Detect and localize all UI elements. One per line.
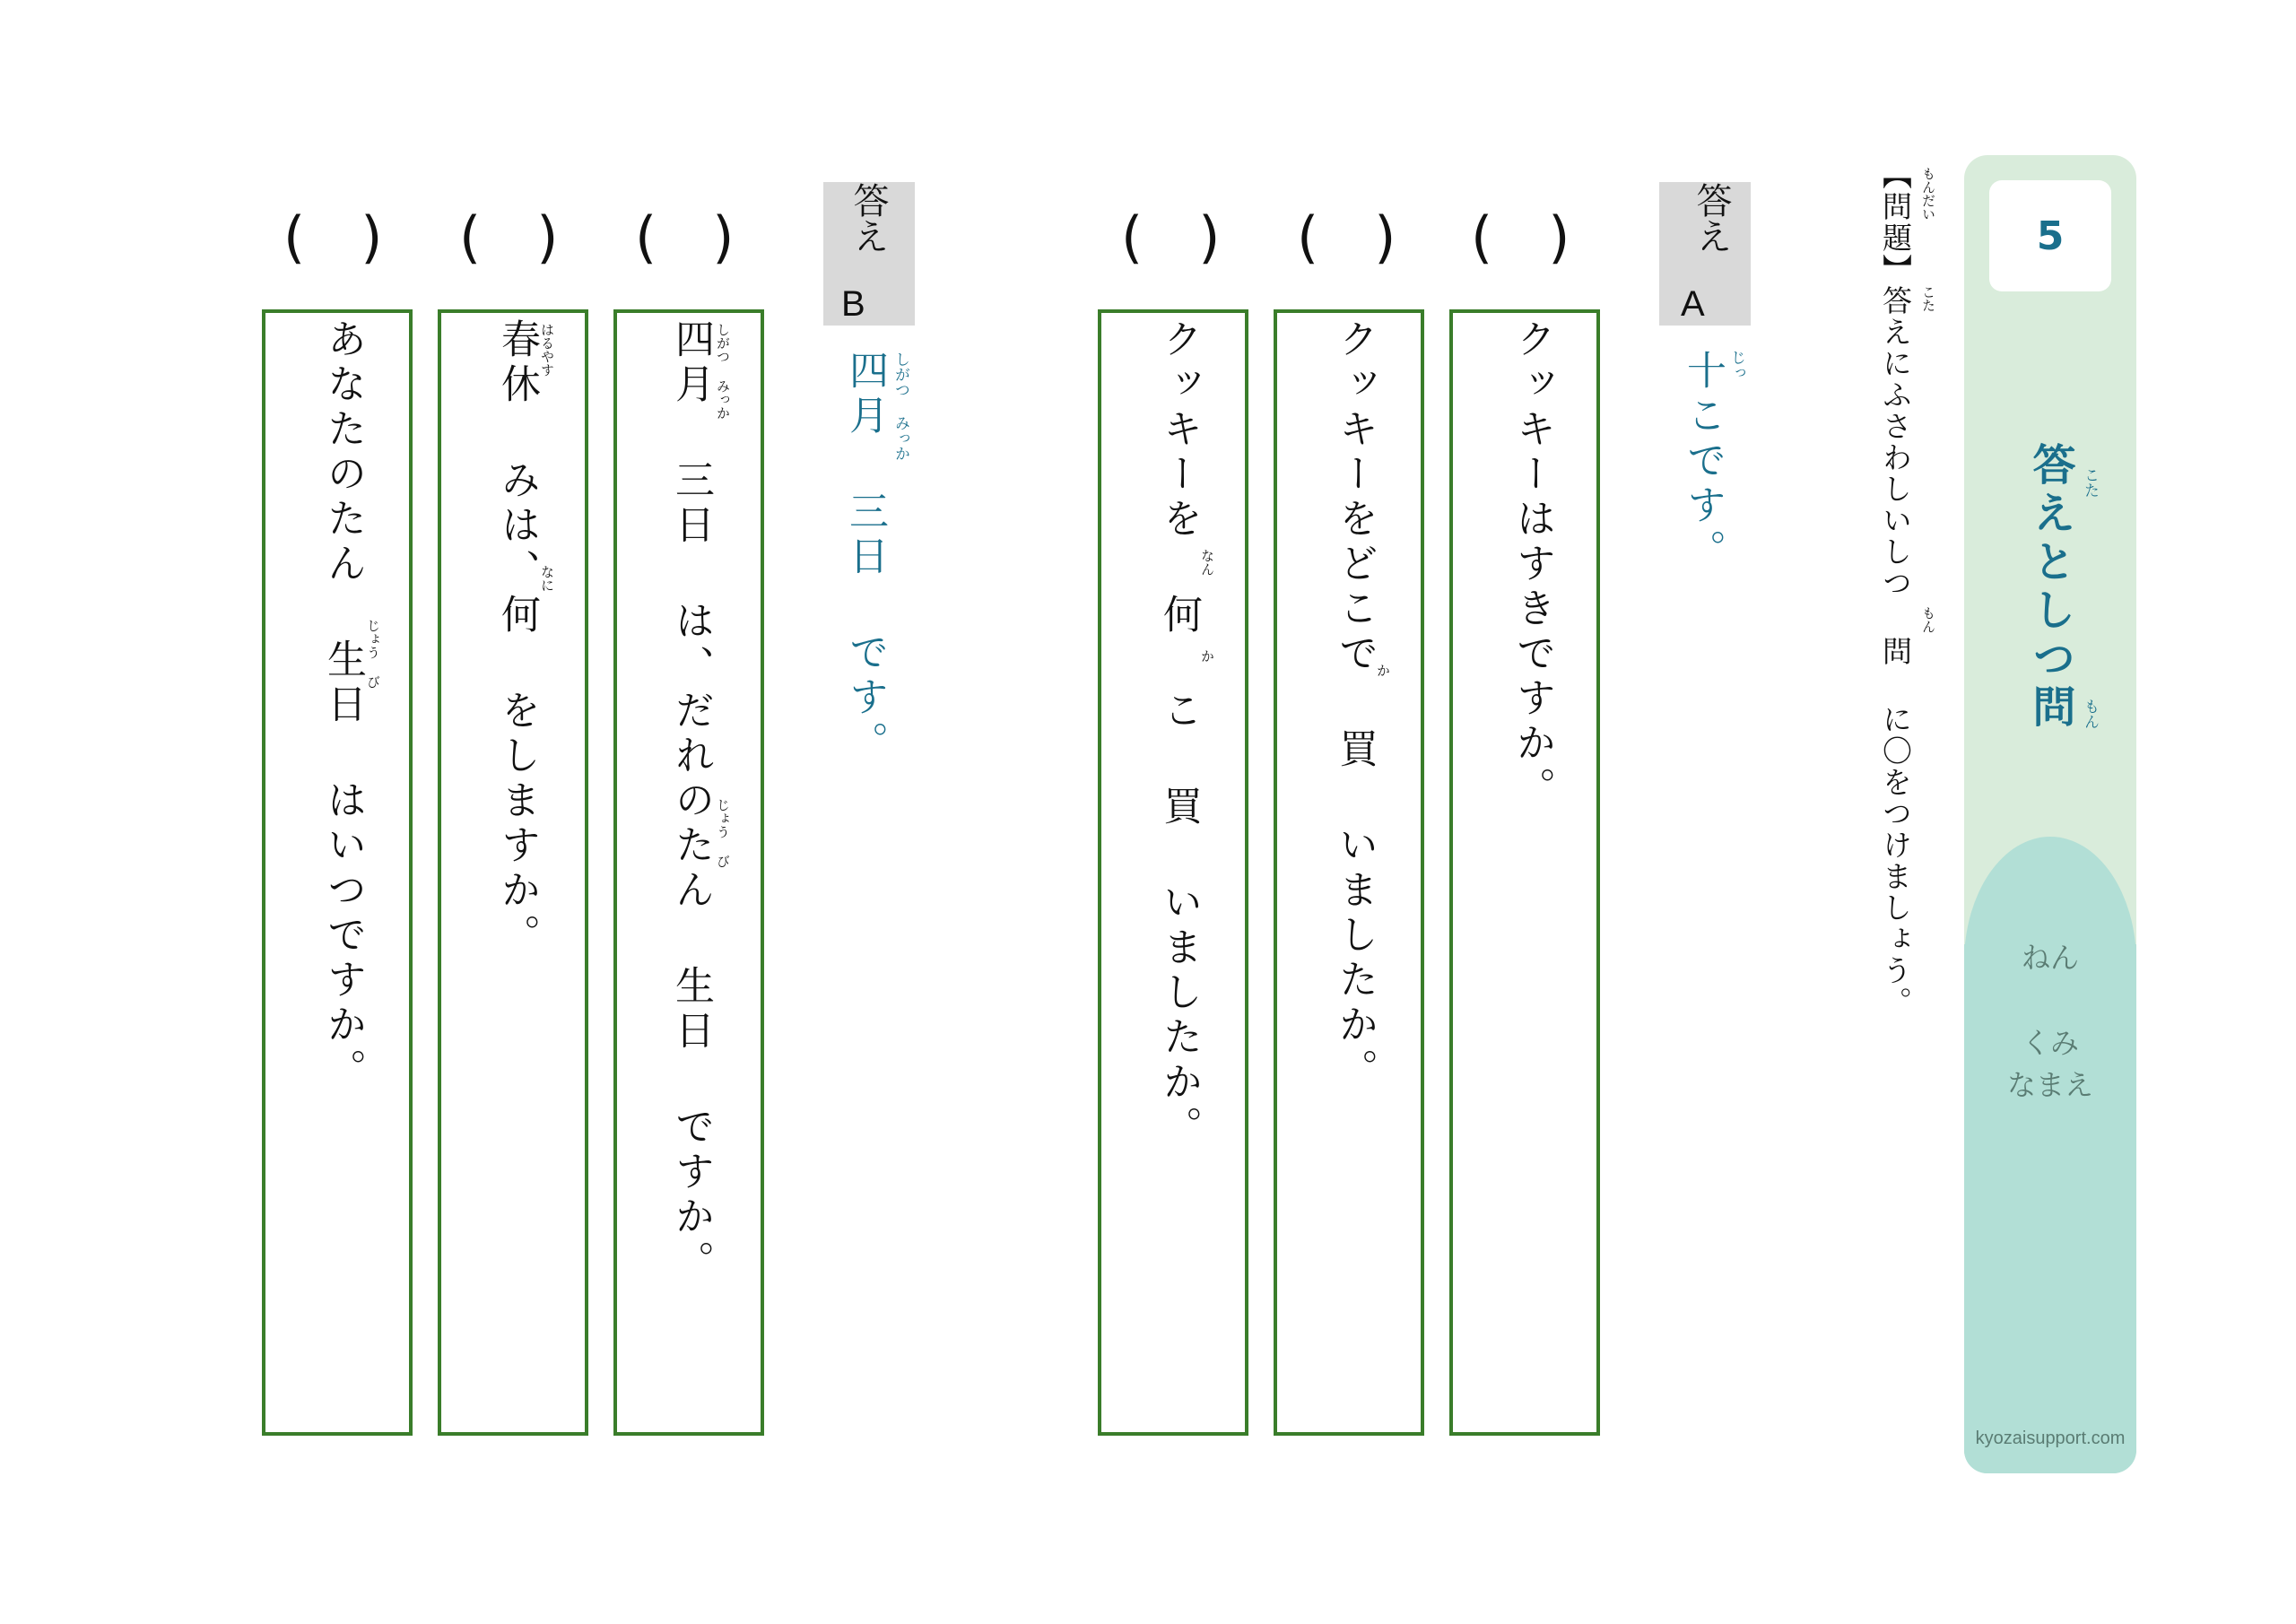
instruction-ruby-mon: もん — [1920, 606, 1936, 633]
answer-b-text: 四月 三日 です。 — [842, 350, 888, 766]
question-b3-text: あなたのたん 生日 はいつですか。 — [320, 318, 366, 1093]
question-b1-ruby-jyoubi: じょう び — [715, 798, 731, 868]
year-label: ねん — [2021, 941, 2079, 975]
question-b1-text: 四月 三日 は、だれのたん 生日 ですか。 — [668, 318, 714, 1285]
choice-paren-a1[interactable]: ( ) — [1471, 204, 1570, 270]
answer-b-ruby: しがつ みっか — [891, 352, 909, 461]
answer-a-text: 十こです。 — [1680, 350, 1726, 574]
title-ruby-mon: もん — [2081, 699, 2099, 729]
choice-paren-b1[interactable]: ( ) — [635, 204, 735, 270]
question-a3-ruby-ka: か — [1199, 649, 1215, 663]
answer-b-letter: B — [841, 284, 865, 324]
question-b2-text: 春休 みは、何 をしますか。 — [494, 318, 540, 959]
instruction-text: 【問題】答えにふさわしいしつ 問 に〇をつけましょう。 — [1878, 160, 1913, 1018]
class-label: くみ — [2021, 1026, 2079, 1060]
question-b3-ruby-jyoubi: じょう び — [365, 619, 381, 689]
answer-a-ruby: じっ — [1727, 350, 1745, 380]
choice-paren-a2[interactable]: ( ) — [1297, 204, 1396, 270]
instruction-ruby-mondai: もんだい — [1920, 167, 1936, 221]
question-a1-text: クッキーはすきですか。 — [1509, 318, 1555, 812]
answer-b-header: 答え — [848, 182, 889, 254]
question-a3-text: クッキーを 何 こ 買 いましたか。 — [1156, 318, 1202, 1151]
instruction-ruby-kota: こた — [1920, 285, 1936, 312]
worksheet-title: 答えとしつ問 — [2025, 442, 2075, 733]
answer-a-header: 答え — [1691, 182, 1732, 254]
answer-a-letter: A — [1681, 284, 1705, 324]
site-credit: kyozaisupport.com — [1975, 1429, 2126, 1448]
question-a2-ruby-ka: か — [1375, 664, 1391, 677]
question-b2-ruby-nani: なに — [539, 565, 555, 592]
worksheet-number: 5 — [1989, 180, 2111, 291]
worksheet-sidebar — [1964, 155, 2136, 1473]
question-a2-text: クッキーをどこで 買 いましたか。 — [1332, 318, 1378, 1093]
question-b1-ruby-shigatsu: しがつ みっか — [715, 323, 731, 420]
question-a3-ruby-nan: なん — [1199, 549, 1215, 576]
name-label: なまえ — [2006, 1068, 2093, 1102]
title-ruby-kota: こた — [2081, 467, 2099, 498]
question-b2-ruby-haruyasu: はるやす — [539, 323, 555, 377]
choice-paren-b2[interactable]: ( ) — [459, 204, 559, 270]
choice-paren-b3[interactable]: ( ) — [283, 204, 383, 270]
choice-paren-a3[interactable]: ( ) — [1121, 204, 1221, 270]
